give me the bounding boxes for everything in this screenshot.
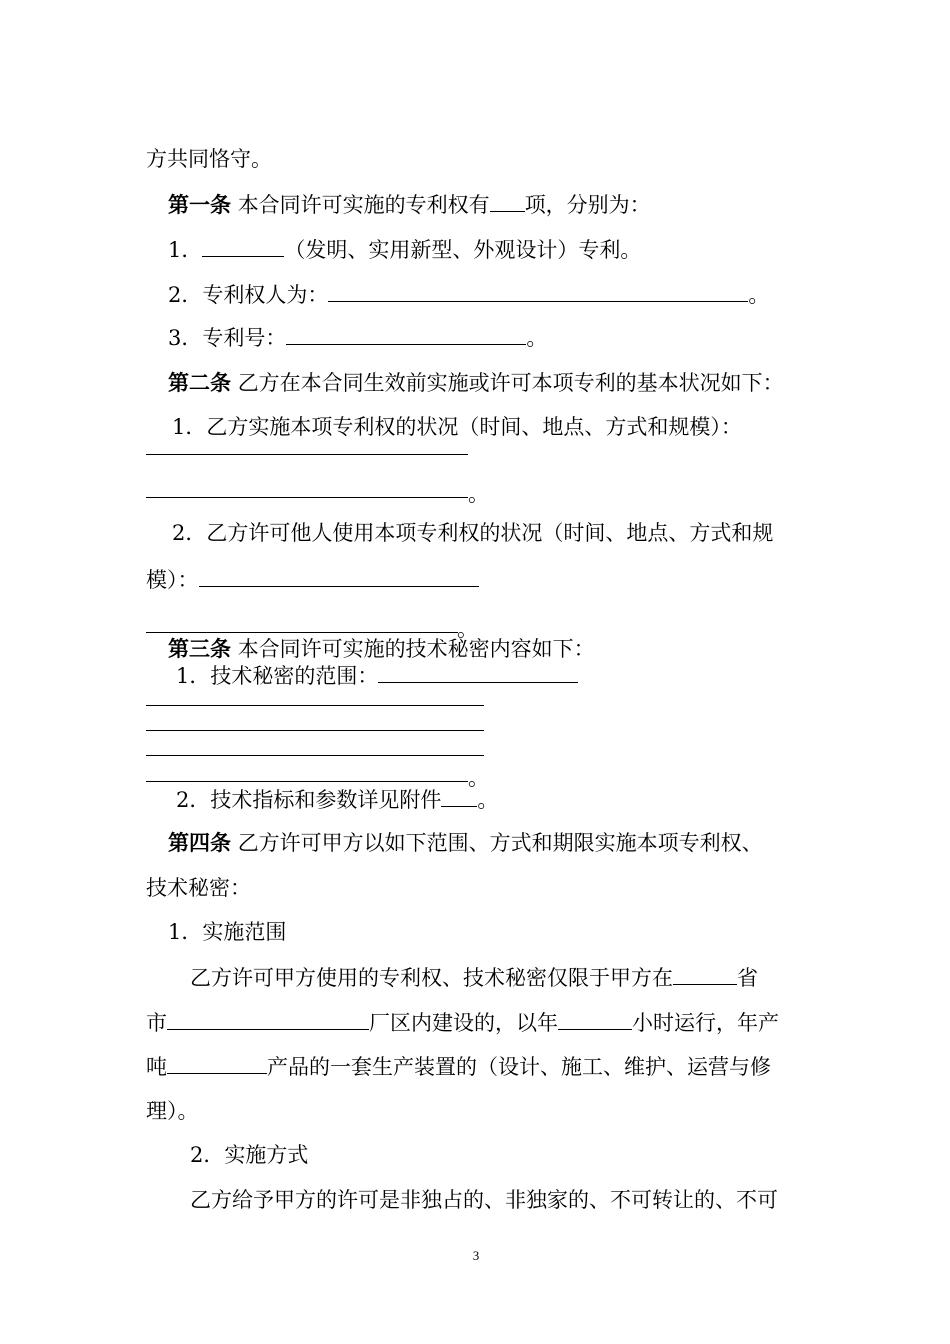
blank-line (146, 730, 484, 731)
text-line: 模）： (146, 566, 479, 593)
text-line: 乙方许可甲方使用的专利权、技术秘密仅限于甲方在 省 (190, 966, 758, 990)
document-page: 方共同恪守。 第一条 本合同许可实施的专利权有 项，分别为： 1． （发明、实用新型、外观设计）专利。 2．专利权人为： 。 3．专利号： 。 第二条 乙方在本合同生效前实施或许可本项专利的基本状况如下： 1．乙方实施本项专利权的状况（时间、地点、方式和规模）： 。 2．乙方许可他人使用本项专利权的状况（时间、地点、方式和规 模）： 。 第三条 本合同许可实施的技术秘密内容如下： 1．技术秘密的范围： 。 2．技术指标和参数详见附件 。 第四条 乙方许可甲方以如下范围、方式和期限实施本项专利权、 技术秘密： 1．实施范围 乙方许可甲方使用的专利权、技术秘密仅限于甲方在 省 市 厂区内建设的，以年 小时运行，年产 吨 产品的一套生产装置的（设计、施工、维护、运营与修 理）。 2．实施方式 乙方给予甲方的许可是非独占的、非独家的、不可转让的、不可 3 (146, 147, 784, 1263)
list-item: 2．乙方许可他人使用本项专利权的状况（时间、地点、方式和规 (172, 521, 774, 545)
blank-field (490, 191, 525, 212)
text-line: 乙方给予甲方的许可是非独占的、非独家的、不可转让的、不可 (190, 1188, 778, 1212)
blank-line (146, 632, 458, 633)
list-item: 1．技术秘密的范围： (176, 662, 578, 689)
blank-line (146, 497, 468, 498)
list-item: 2．实施方式 (190, 1143, 309, 1167)
article-3: 第三条 本合同许可实施的技术秘密内容如下： (168, 636, 595, 661)
list-item: 1．乙方实施本项专利权的状况（时间、地点、方式和规模）： (172, 415, 742, 439)
article-heading: 第一条 (168, 192, 231, 217)
text-line: 理）。 (146, 1099, 199, 1123)
blank-field (167, 1009, 369, 1030)
article-heading: 第三条 (168, 636, 231, 661)
article-1: 第一条 本合同许可实施的专利权有 项，分别为： (168, 192, 651, 217)
blank-line (146, 755, 484, 756)
article-4: 第四条 乙方许可甲方以如下范围、方式和期限实施本项专利权、 (168, 830, 763, 855)
blank-field (167, 1053, 267, 1074)
list-item: 3．专利号： 。 (168, 326, 548, 350)
article-2: 第二条 乙方在本合同生效前实施或许可本项专利的基本状况如下： (168, 370, 784, 395)
article-heading: 第四条 (168, 830, 231, 855)
blank-line (146, 705, 484, 706)
blank-field (673, 964, 737, 985)
blank-line (146, 454, 468, 455)
text-line: 市 厂区内建设的，以年 小时运行，年产 (146, 1011, 779, 1035)
blank-field (199, 566, 479, 587)
text-line: 技术秘密： (146, 876, 251, 900)
blank-field (378, 662, 578, 683)
list-item: 2．专利权人为： 。 (168, 283, 770, 307)
blank-field (328, 281, 748, 302)
blank-line (146, 781, 468, 782)
blank-field (558, 1009, 632, 1030)
list-item: 1．实施范围 (168, 920, 287, 944)
list-item: 1． （发明、实用新型、外观设计）专利。 (168, 238, 642, 262)
blank-field (202, 236, 284, 257)
list-item: 2．技术指标和参数详见附件 。 (176, 788, 499, 812)
page-number: 3 (472, 1248, 480, 1263)
article-heading: 第二条 (168, 370, 231, 395)
blank-field (286, 324, 526, 345)
text-line: 吨 产品的一套生产装置的（设计、施工、维护、运营与修 (146, 1055, 771, 1079)
blank-field (441, 786, 477, 807)
text-line: 方共同恪守。 (146, 147, 272, 171)
